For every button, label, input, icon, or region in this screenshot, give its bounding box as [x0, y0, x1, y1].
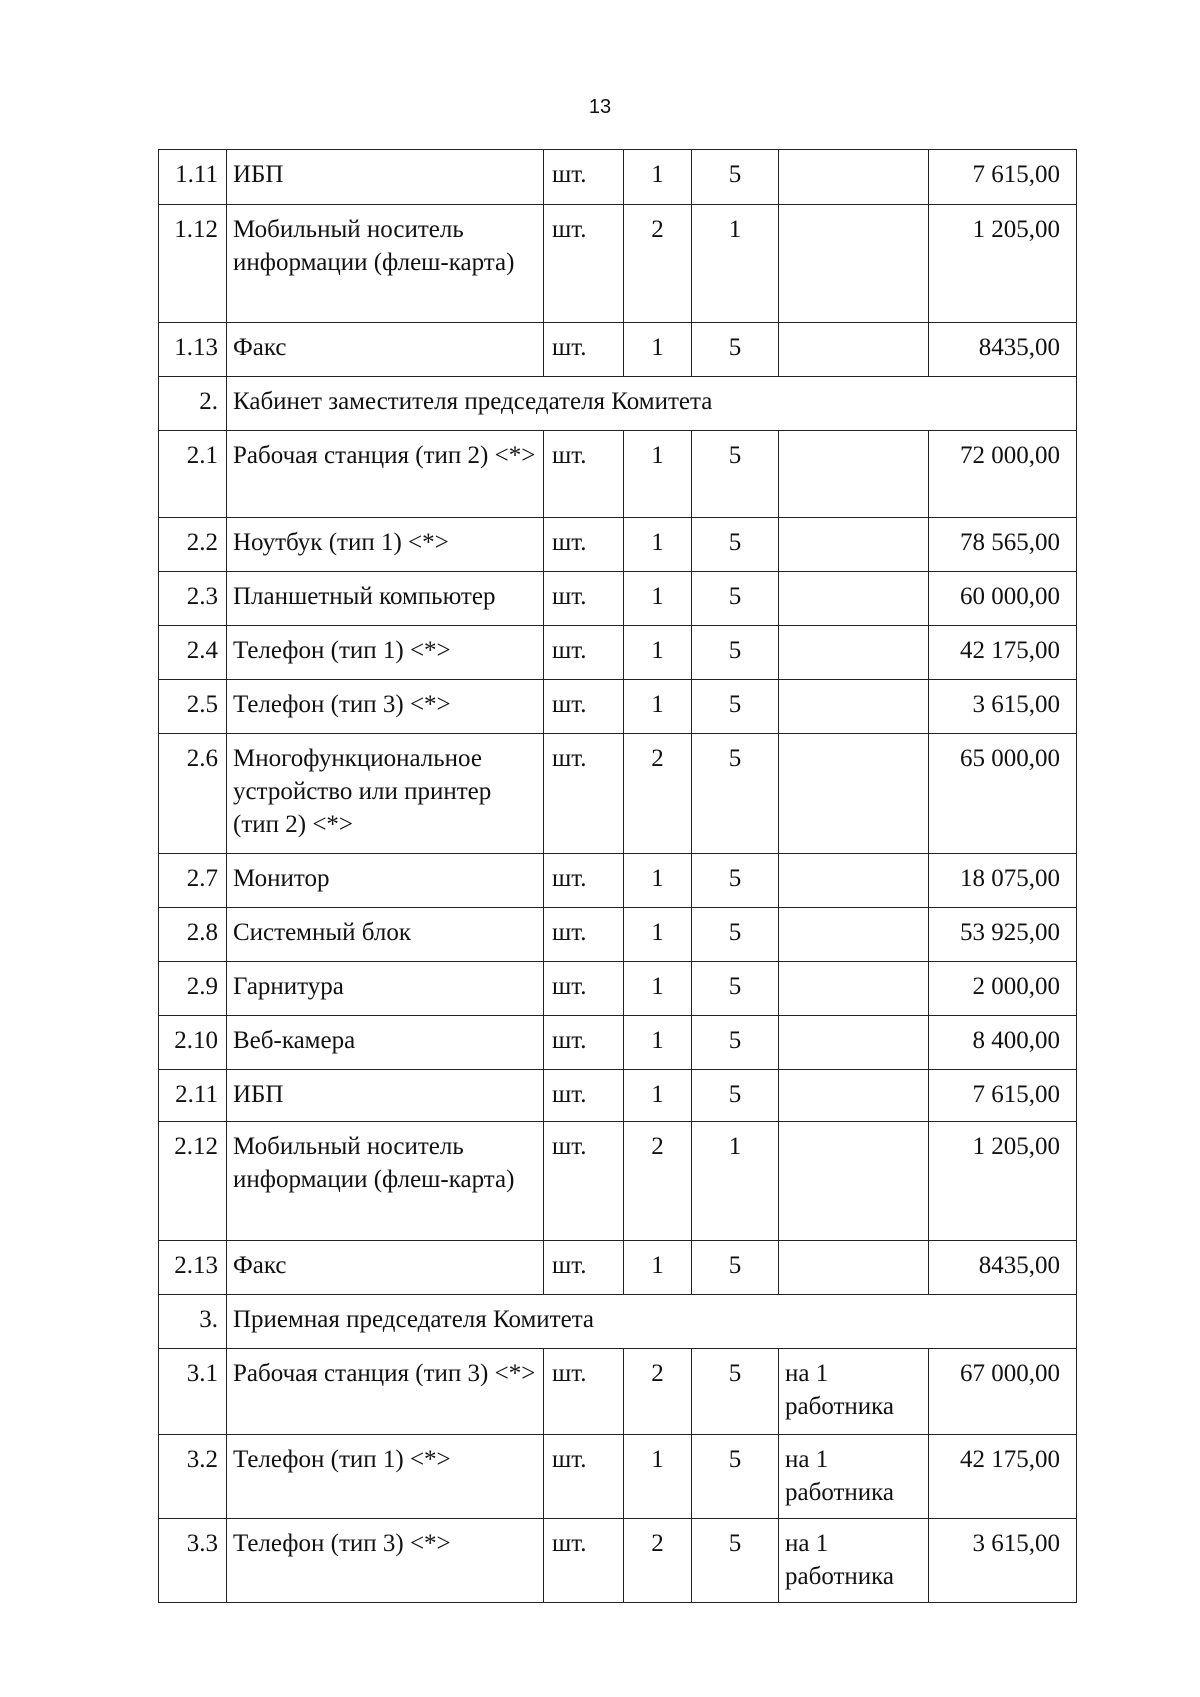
table-row: [159, 572, 1077, 626]
item-note: [779, 572, 929, 626]
item-number: 2.6: [159, 734, 227, 854]
item-note: на 1 работника: [779, 1349, 929, 1435]
item-unit: шт.: [544, 626, 624, 680]
item-quantity: 2: [624, 205, 692, 323]
item-price: 1 205,00: [929, 205, 1077, 323]
table-row: [159, 323, 1077, 377]
item-unit: шт.: [544, 1349, 624, 1435]
item-name: Мобильный носитель информации (флеш-карта): [227, 1122, 544, 1241]
item-quantity: 2: [624, 1519, 692, 1603]
item-number: 2.7: [159, 854, 227, 908]
item-service-term: 5: [692, 1070, 779, 1122]
page-number: 13: [588, 96, 612, 118]
table-row: [159, 1519, 1077, 1603]
item-note: [779, 1241, 929, 1295]
item-unit: шт.: [544, 1122, 624, 1241]
item-note: на 1 работника: [779, 1519, 929, 1603]
item-name: ИБП: [227, 1070, 544, 1122]
item-note: [779, 1016, 929, 1070]
item-unit: шт.: [544, 854, 624, 908]
item-name: ИБП: [227, 150, 544, 205]
item-unit: шт.: [544, 518, 624, 572]
table-body: [159, 150, 1077, 1603]
item-unit: шт.: [544, 962, 624, 1016]
table-row: [159, 1016, 1077, 1070]
item-name: Веб-камера: [227, 1016, 544, 1070]
item-unit: шт.: [544, 431, 624, 518]
item-price: 1 205,00: [929, 1122, 1077, 1241]
item-service-term: 5: [692, 1349, 779, 1435]
item-price: 8 400,00: [929, 1016, 1077, 1070]
item-service-term: 5: [692, 1435, 779, 1519]
item-note: [779, 150, 929, 205]
item-unit: шт.: [544, 680, 624, 734]
section-title: Кабинет заместителя председателя Комитета: [227, 377, 1077, 431]
item-price: 2 000,00: [929, 962, 1077, 1016]
item-service-term: 5: [692, 518, 779, 572]
item-number: 2.1: [159, 431, 227, 518]
item-unit: шт.: [544, 1070, 624, 1122]
item-note: [779, 205, 929, 323]
item-note: на 1 работника: [779, 1435, 929, 1519]
item-name: Ноутбук (тип 1) <*>: [227, 518, 544, 572]
item-price: 18 075,00: [929, 854, 1077, 908]
table-row: [159, 1070, 1077, 1122]
item-service-term: 5: [692, 1519, 779, 1603]
section-row: [159, 377, 1077, 431]
item-name: Системный блок: [227, 908, 544, 962]
item-unit: шт.: [544, 908, 624, 962]
item-unit: шт.: [544, 1016, 624, 1070]
item-name: Многофункциональное устройство или принтер (тип 2) <*>: [227, 734, 544, 854]
equipment-norms-table: [158, 149, 1077, 1603]
item-price: 3 615,00: [929, 1519, 1077, 1603]
item-name: Телефон (тип 3) <*>: [227, 1519, 544, 1603]
item-note: [779, 1070, 929, 1122]
item-number: 3.2: [159, 1435, 227, 1519]
table-row: [159, 1122, 1077, 1241]
item-price: 78 565,00: [929, 518, 1077, 572]
item-name: Монитор: [227, 854, 544, 908]
item-price: 53 925,00: [929, 908, 1077, 962]
section-number: 2.: [159, 377, 227, 431]
table-row: [159, 205, 1077, 323]
item-number: 3.1: [159, 1349, 227, 1435]
item-price: 72 000,00: [929, 431, 1077, 518]
item-service-term: 5: [692, 962, 779, 1016]
item-quantity: 1: [624, 962, 692, 1016]
item-unit: шт.: [544, 572, 624, 626]
item-name: Факс: [227, 323, 544, 377]
item-service-term: 5: [692, 680, 779, 734]
item-price: 7 615,00: [929, 150, 1077, 205]
item-quantity: 1: [624, 518, 692, 572]
section-number: 3.: [159, 1295, 227, 1349]
item-service-term: 5: [692, 431, 779, 518]
table-row: [159, 680, 1077, 734]
item-service-term: 5: [692, 572, 779, 626]
item-note: [779, 431, 929, 518]
item-service-term: 5: [692, 1241, 779, 1295]
item-number: 1.12: [159, 205, 227, 323]
item-name: Мобильный носитель информации (флеш-карта): [227, 205, 544, 323]
item-number: 2.11: [159, 1070, 227, 1122]
item-service-term: 1: [692, 205, 779, 323]
item-price: 8435,00: [929, 323, 1077, 377]
item-service-term: 5: [692, 908, 779, 962]
item-number: 2.12: [159, 1122, 227, 1241]
item-quantity: 1: [624, 572, 692, 626]
item-unit: шт.: [544, 1519, 624, 1603]
table-row: [159, 518, 1077, 572]
item-unit: шт.: [544, 734, 624, 854]
item-service-term: 1: [692, 1122, 779, 1241]
table-row: [159, 734, 1077, 854]
item-quantity: 2: [624, 1349, 692, 1435]
item-unit: шт.: [544, 1435, 624, 1519]
item-quantity: 1: [624, 680, 692, 734]
table-row: [159, 854, 1077, 908]
table-row: [159, 962, 1077, 1016]
item-number: 1.11: [159, 150, 227, 205]
item-number: 2.8: [159, 908, 227, 962]
item-quantity: 2: [624, 734, 692, 854]
item-service-term: 5: [692, 854, 779, 908]
item-price: 3 615,00: [929, 680, 1077, 734]
table-row: [159, 1349, 1077, 1435]
item-service-term: 5: [692, 734, 779, 854]
item-number: 2.4: [159, 626, 227, 680]
item-name: Телефон (тип 1) <*>: [227, 1435, 544, 1519]
item-name: Планшетный компьютер: [227, 572, 544, 626]
table-row: [159, 626, 1077, 680]
item-note: [779, 626, 929, 680]
item-service-term: 5: [692, 323, 779, 377]
item-quantity: 1: [624, 323, 692, 377]
item-quantity: 2: [624, 1122, 692, 1241]
item-number: 2.10: [159, 1016, 227, 1070]
item-service-term: 5: [692, 1016, 779, 1070]
item-quantity: 1: [624, 1070, 692, 1122]
item-note: [779, 1122, 929, 1241]
item-quantity: 1: [624, 1435, 692, 1519]
item-number: 2.5: [159, 680, 227, 734]
item-name: Рабочая станция (тип 3) <*>: [227, 1349, 544, 1435]
item-unit: шт.: [544, 323, 624, 377]
item-price: 8435,00: [929, 1241, 1077, 1295]
item-name: Телефон (тип 1) <*>: [227, 626, 544, 680]
item-quantity: 1: [624, 431, 692, 518]
item-price: 7 615,00: [929, 1070, 1077, 1122]
item-unit: шт.: [544, 205, 624, 323]
item-number: 1.13: [159, 323, 227, 377]
item-number: 2.9: [159, 962, 227, 1016]
table-row: [159, 1241, 1077, 1295]
item-name: Рабочая станция (тип 2) <*>: [227, 431, 544, 518]
item-note: [779, 323, 929, 377]
item-note: [779, 854, 929, 908]
item-note: [779, 680, 929, 734]
section-row: [159, 1295, 1077, 1349]
item-unit: шт.: [544, 150, 624, 205]
item-price: 42 175,00: [929, 1435, 1077, 1519]
item-quantity: 1: [624, 854, 692, 908]
item-note: [779, 734, 929, 854]
item-number: 2.3: [159, 572, 227, 626]
item-name: Гарнитура: [227, 962, 544, 1016]
item-quantity: 1: [624, 150, 692, 205]
item-price: 65 000,00: [929, 734, 1077, 854]
item-number: 2.13: [159, 1241, 227, 1295]
section-title: Приемная председателя Комитета: [227, 1295, 1077, 1349]
item-price: 42 175,00: [929, 626, 1077, 680]
item-quantity: 1: [624, 1016, 692, 1070]
item-service-term: 5: [692, 626, 779, 680]
table-row: [159, 908, 1077, 962]
item-quantity: 1: [624, 626, 692, 680]
table-row: [159, 150, 1077, 205]
item-note: [779, 962, 929, 1016]
item-price: 67 000,00: [929, 1349, 1077, 1435]
item-name: Факс: [227, 1241, 544, 1295]
item-note: [779, 908, 929, 962]
item-price: 60 000,00: [929, 572, 1077, 626]
table-row: [159, 1435, 1077, 1519]
item-quantity: 1: [624, 908, 692, 962]
item-number: 3.3: [159, 1519, 227, 1603]
item-note: [779, 518, 929, 572]
item-name: Телефон (тип 3) <*>: [227, 680, 544, 734]
item-quantity: 1: [624, 1241, 692, 1295]
item-number: 2.2: [159, 518, 227, 572]
table-row: [159, 431, 1077, 518]
item-service-term: 5: [692, 150, 779, 205]
item-unit: шт.: [544, 1241, 624, 1295]
